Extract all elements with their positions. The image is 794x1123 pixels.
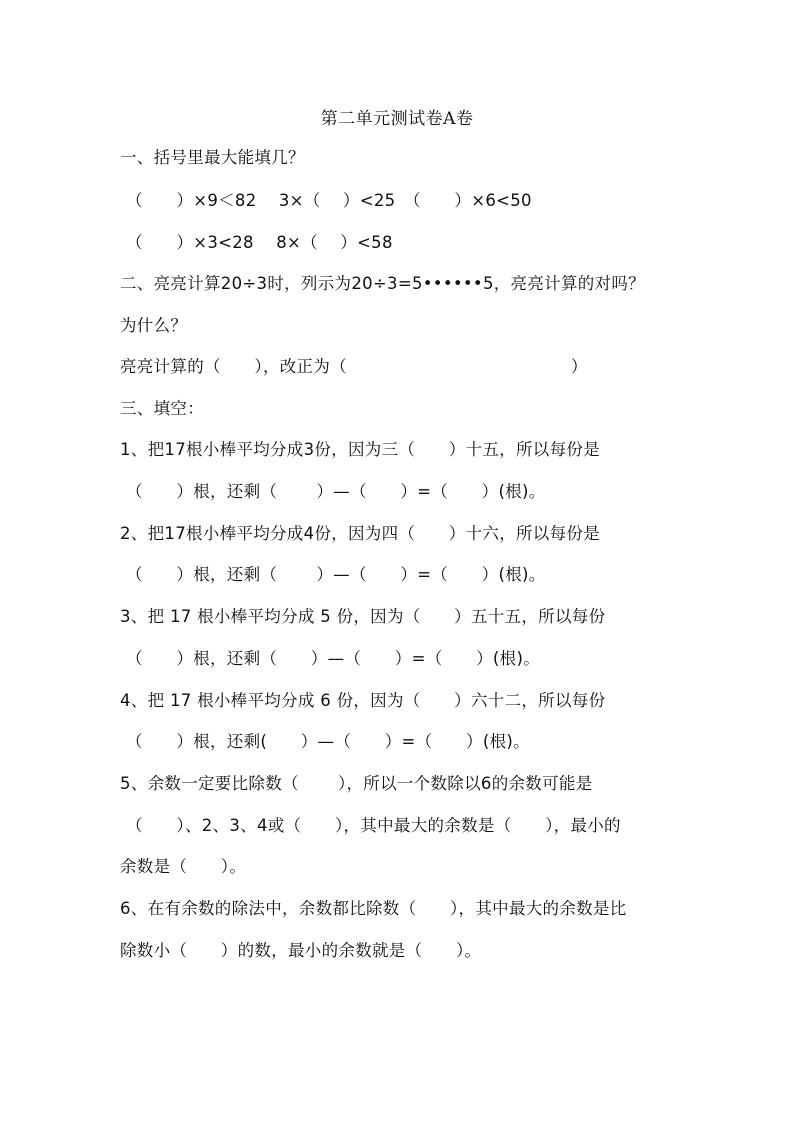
fill-item-1-line-2: （ ）根，还剩（ ）—（ ）=（ ）(根)。	[126, 482, 546, 501]
question-1-row-2: （ ）×3<28 8×（ ）<58	[126, 233, 393, 252]
fill-item-2-line-2: （ ）根，还剩（ ）—（ ）=（ ）(根)。	[126, 565, 546, 584]
fill-item-6-line-1: 6、在有余数的除法中，余数都比除数（ ），其中最大的余数是比	[120, 899, 627, 918]
fill-item-1-line-1: 1、把17根小棒平均分成3份，因为三（ ）十五，所以每份是	[120, 440, 600, 459]
question-1-heading: 一、括号里最大能填几？	[120, 148, 305, 167]
fill-item-6-line-2: 除数小（ ）的数，最小的余数就是（ ）。	[120, 941, 482, 960]
fill-item-2-line-1: 2、把17根小棒平均分成4份，因为四（ ）十六，所以每份是	[120, 524, 600, 543]
fill-item-4-line-1: 4、把 17 根小棒平均分成 6 份，因为（ ）六十二，所以每份	[120, 691, 606, 710]
fill-item-5-line-3: 余数是（ ）。	[120, 857, 247, 876]
question-2-answer-line: 亮亮计算的（ ），改正为（ ）	[120, 357, 588, 376]
question-3-heading: 三、填空：	[120, 399, 204, 418]
question-2-line-2: 为什么？	[120, 316, 188, 335]
fill-item-3-line-2: （ ）根，还剩（ ）—（ ）=（ ）(根)。	[126, 649, 540, 668]
fill-item-4-line-2: （ ）根，还剩( ）—（ ）=（ ）(根)。	[126, 732, 530, 751]
question-2-line-1: 二、亮亮计算20÷3时，列示为20÷3=5••••••5，亮亮计算的对吗？	[120, 274, 645, 293]
question-1-row-1: （ ）×9＜82 3×（ ）<25 （ ）×6<50	[126, 191, 532, 210]
fill-item-5-line-1: 5、余数一定要比除数（ ），所以一个数除以6的余数可能是	[120, 774, 593, 793]
fill-item-3-line-1: 3、把 17 根小棒平均分成 5 份，因为（ ）五十五，所以每份	[120, 607, 606, 626]
page-title: 第二单元测试卷A卷	[320, 109, 474, 129]
fill-item-5-line-2: （ ）、2、3、4或（ ），其中最大的余数是（ ），最小的	[126, 816, 621, 835]
